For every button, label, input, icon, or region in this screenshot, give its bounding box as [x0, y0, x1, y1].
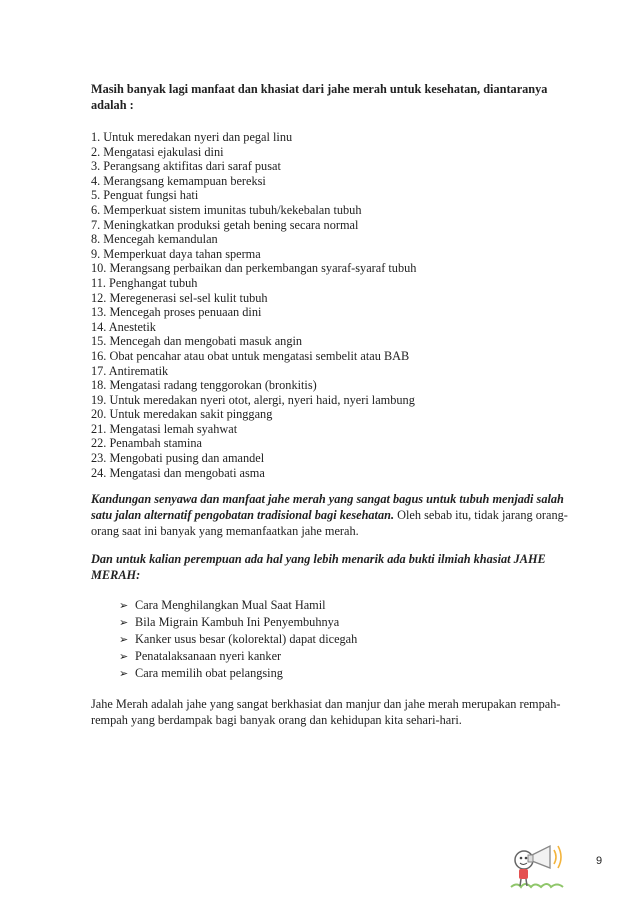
- list-item: 23. Mengobati pusing dan amandel: [91, 451, 265, 466]
- paragraph-alternative-treatment: [91, 491, 581, 539]
- arrow-bullet-icon: ➢: [119, 633, 129, 647]
- bullet-text: Cara memilih obat pelangsing: [135, 666, 283, 681]
- list-item: 3. Perangsang aktifitas dari saraf pusat: [91, 159, 281, 174]
- bullet-text: Bila Migrain Kambuh Ini Penyembuhnya: [135, 615, 340, 630]
- list-item: 1. Untuk meredakan nyeri dan pegal linu: [91, 130, 293, 144]
- list-item: 2. Mengatasi ejakulasi dini: [91, 144, 224, 159]
- list-item: 6. Memperkuat sistem imunitas tubuh/kekebalan tubuh: [91, 202, 362, 217]
- list-item: 21. Mengatasi lemah syahwat: [91, 421, 238, 436]
- bullet-text: Kanker usus besar (kolorektal) dapat dicegah: [135, 632, 358, 647]
- paragraph-conclusion: Jahe Merah adalah jahe yang sangat berkhasiat dan manjur dan jahe merah merupakan rempah-rempah yang berdampak bagi banyak orang dan kehidupan kita sehari-hari.: [91, 697, 561, 728]
- arrow-bullet-icon: ➢: [119, 650, 129, 664]
- list-item: 4. Merangsang kemampuan bereksi: [91, 173, 266, 188]
- list-item: 7. Meningkatkan produksi getah bening secara normal: [91, 217, 359, 232]
- bullet-text: Penatalaksanaan nyeri kanker: [135, 649, 282, 664]
- list-item: 11. Penghangat tubuh: [91, 275, 198, 290]
- list-item: 17. Antirematik: [91, 363, 169, 378]
- document-body: [91, 81, 581, 728]
- bullet-item: [119, 648, 581, 665]
- list-item: 18. Mengatasi radang tenggorokan (bronkitis): [91, 378, 317, 393]
- arrow-bullet-icon: ➢: [119, 616, 129, 630]
- list-item: 13. Mencegah proses penuaan dini: [91, 305, 262, 320]
- bullet-item: [119, 631, 581, 648]
- arrow-bullet-icon: ➢: [119, 599, 129, 613]
- list-item: 14. Anestetik: [91, 319, 156, 334]
- list-item: 22. Penambah stamina: [91, 436, 202, 451]
- megaphone-mascot-icon: [507, 838, 567, 890]
- bullet-item: [119, 597, 581, 614]
- paragraph-emphasis: Kandungan senyawa dan manfaat jahe merah yang sangat bagus untuk tubuh menjadi salah satu jalan alternatif pengobatan tradisional bagi kesehatan.: [91, 492, 564, 523]
- list-item: 24. Mengatasi dan mengobati asma: [91, 465, 265, 480]
- bullet-item: [119, 614, 581, 631]
- list-item: 12. Meregenerasi sel-sel kulit tubuh: [91, 290, 268, 305]
- bullet-text: Cara Menghilangkan Mual Saat Hamil: [135, 598, 326, 613]
- article-links-list: [119, 597, 581, 682]
- list-item: 5. Penguat fungsi hati: [91, 188, 199, 203]
- list-item: 15. Mencegah dan mengobati masuk angin: [91, 334, 303, 349]
- list-item: 20. Untuk meredakan sakit pinggang: [91, 407, 273, 422]
- paragraph-women: Dan untuk kalian perempuan ada hal yang lebih menarik ada bukti ilmiah khasiat JAHE MERAH:: [91, 552, 546, 583]
- list-item: 9. Memperkuat daya tahan sperma: [91, 246, 261, 261]
- page-number: 9: [596, 855, 603, 867]
- list-item: 16. Obat pencahar atau obat untuk mengatasi sembelit atau BAB: [91, 348, 410, 363]
- arrow-bullet-icon: ➢: [119, 667, 129, 681]
- list-item: 8. Mencegah kemandulan: [91, 232, 218, 247]
- paragraph-rest: Oleh sebab itu, tidak jarang orang-orang saat ini banyak yang memanfaatkan jahe merah.: [91, 508, 568, 539]
- list-item: 19. Untuk meredakan nyeri otot, alergi, nyeri haid, nyeri lambung: [91, 392, 415, 407]
- list-item: 10. Merangsang perbaikan dan perkembangan syaraf-syaraf tubuh: [91, 261, 417, 276]
- intro-heading: Masih banyak lagi manfaat dan khasiat dari jahe merah untuk kesehatan, diantaranya adalah :: [91, 82, 548, 112]
- benefits-list: [91, 130, 581, 480]
- bullet-item: [119, 665, 581, 682]
